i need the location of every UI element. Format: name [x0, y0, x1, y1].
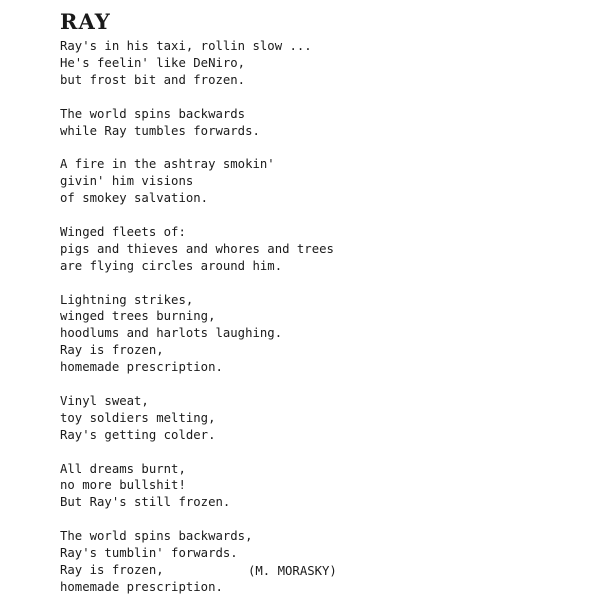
- lyric-line: Lightning strikes,: [60, 292, 194, 307]
- stanza: [60, 528, 334, 596]
- stanza: [60, 292, 334, 377]
- lyric-line: but frost bit and frozen.: [60, 72, 246, 87]
- lyric-line: Vinyl sweat,: [60, 393, 149, 408]
- lyric-line: no more bullshit!: [60, 478, 186, 493]
- lyric-line: Ray's in his taxi, rollin slow ...: [60, 39, 312, 53]
- lyric-line: pigs and thieves and whores and trees: [60, 241, 334, 256]
- stanza: [60, 106, 334, 140]
- song-title: RAY: [60, 9, 111, 34]
- lyric-line: A fire in the ashtray smokin': [60, 157, 275, 172]
- lyric-line: winged trees burning,: [60, 309, 216, 324]
- lyric-line: Ray is frozen,: [60, 562, 164, 577]
- lyric-line: are flying circles around him.: [60, 258, 283, 273]
- lyric-line: Ray's getting colder.: [60, 427, 216, 442]
- stanza: [60, 38, 334, 89]
- stanza: [60, 224, 334, 275]
- lyric-line: hoodlums and harlots laughing.: [60, 326, 283, 341]
- lyric-line: homemade prescription.: [60, 360, 223, 375]
- songwriter-credit: (M. MORASKY): [248, 564, 337, 578]
- lyric-line: of smokey salvation.: [60, 191, 209, 206]
- stanza: [60, 156, 334, 207]
- lyric-line: He's feelin' like DeNiro,: [60, 55, 246, 70]
- lyric-line: toy soldiers melting,: [60, 410, 216, 425]
- lyric-line: while Ray tumbles forwards.: [60, 123, 260, 138]
- lyric-line: Winged fleets of:: [60, 224, 186, 239]
- lyric-line: The world spins backwards: [60, 106, 246, 121]
- lyrics-body: [60, 38, 334, 600]
- stanza: [60, 393, 334, 444]
- lyric-line: All dreams burnt,: [60, 461, 186, 476]
- lyric-line: homemade prescription.: [60, 579, 223, 594]
- lyric-line: But Ray's still frozen.: [60, 495, 231, 510]
- lyric-line: The world spins backwards,: [60, 529, 253, 544]
- lyric-line: givin' him visions: [60, 174, 194, 189]
- lyric-line: Ray's tumblin' forwards.: [60, 546, 238, 561]
- stanza: [60, 461, 334, 512]
- lyric-line: Ray is frozen,: [60, 343, 164, 358]
